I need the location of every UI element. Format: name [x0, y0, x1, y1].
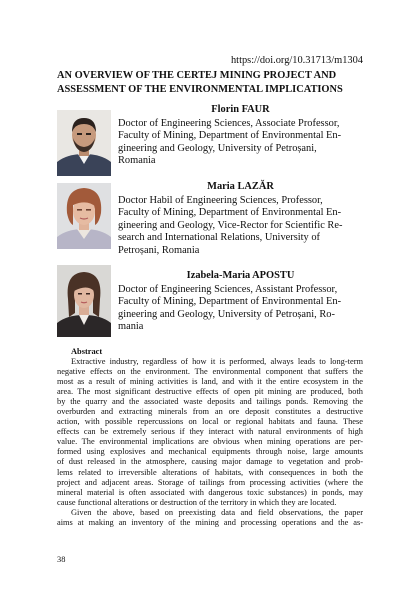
title-line: AN OVERVIEW OF THE CERTEJ MINING PROJECT AND	[57, 70, 337, 81]
abstract-line: of dust released in the atmosphere, causing major damage to vegetation and prob-	[57, 457, 363, 467]
affiliation-line: Doctor of Engineering Sciences, Associate Professor,	[118, 117, 340, 129]
abstract-line: most as a result of mining activities is land, and with it the entire ecosystem in the	[57, 377, 363, 387]
affiliation-line: Faculty of Mining, Department of Environmental En-	[118, 130, 342, 142]
author-info-faur	[118, 104, 363, 168]
affiliation-line: gineering and Geology, University of Petroșani, Ro-	[118, 308, 335, 320]
affiliation-line: Faculty of Mining, Department of Environmental En-	[118, 296, 342, 308]
page-number: 38	[57, 555, 66, 564]
abstract-line: Extractive industry, regardless of how it is performed, always leads to long-term	[71, 357, 363, 366]
affiliation-line: gineering and Geology, Vice-Rector for Scientific Re-	[118, 219, 343, 231]
abstract-line: action, with possible repercussions on local or regional habitats and fauna. These	[57, 417, 363, 427]
abstract-line: mineral material is often associated with dangerous toxic substances) in ponds, may	[57, 487, 363, 497]
author-info-apostu	[118, 270, 363, 334]
author-photo-lazar	[57, 183, 111, 249]
affiliation-line: Doctor of Engineering Sciences, Assistant Professor,	[118, 283, 338, 295]
abstract-line: by the quarry and the associated waste deposits and tailings ponds. Removing the	[57, 397, 363, 407]
affiliation-line: gineering and Geology, University of Petroșani,	[118, 142, 317, 154]
doi-link[interactable]: https://doi.org/10.31713/m1304	[230, 55, 363, 66]
abstract-line: formed using explosives and mechanical equipments through noise, large amounts	[57, 447, 363, 457]
affiliation-line: Petroșani, Romania	[118, 244, 200, 256]
affiliation-line: Faculty of Mining, Department of Environmental En-	[118, 207, 342, 219]
abstract-line: project and adjacent areas. Storage of tailings from processing activities (where the	[57, 477, 363, 487]
abstract-line: effects can be extremely serious if they interact with natural environments of high	[57, 427, 363, 437]
abstract-line: cause functional alterations or destruction of the territory in which they are located.	[57, 497, 337, 507]
abstract-line: aims at making an inventory of the mining and processing operations and the as-	[57, 517, 363, 527]
abstract-line: lems related to irreversible alterations of habitats, with consequences in both the	[57, 467, 363, 477]
affiliation-line: Doctor Habil of Engineering Sciences, Professor,	[118, 194, 323, 206]
abstract-heading: Abstract	[71, 347, 103, 356]
abstract-line: Given the above, based on preexisting data and field observations, the paper	[71, 507, 363, 517]
abstract-line: negative effects on the environment. The environmental component that suffers the	[57, 367, 363, 377]
affiliation-line: search and International Relations, University of	[118, 232, 320, 244]
paper-title	[57, 69, 363, 96]
author-name: Florin FAUR	[211, 104, 270, 115]
abstract-line: area. The most significant destructive effects of open pit mining are produced, both	[57, 387, 363, 397]
author-name: Izabela-Maria APOSTU	[186, 270, 295, 281]
abstract-line: value. The environmental implications are obvious when mining operations are per-	[57, 437, 363, 447]
author-name: Maria LAZĂR	[207, 181, 274, 192]
abstract-line: overburden and extracting minerals from an ore deposit constitutes a destructive	[57, 407, 363, 417]
affiliation-line: mania	[118, 321, 144, 333]
author-info-lazar	[118, 181, 363, 258]
author-photo-apostu	[57, 265, 111, 337]
author-photo-faur	[57, 110, 111, 176]
title-line: ASSESSMENT OF THE ENVIRONMENTAL IMPLICATIONS	[57, 83, 343, 95]
affiliation-line: Romania	[118, 155, 156, 167]
abstract-body	[57, 357, 363, 528]
